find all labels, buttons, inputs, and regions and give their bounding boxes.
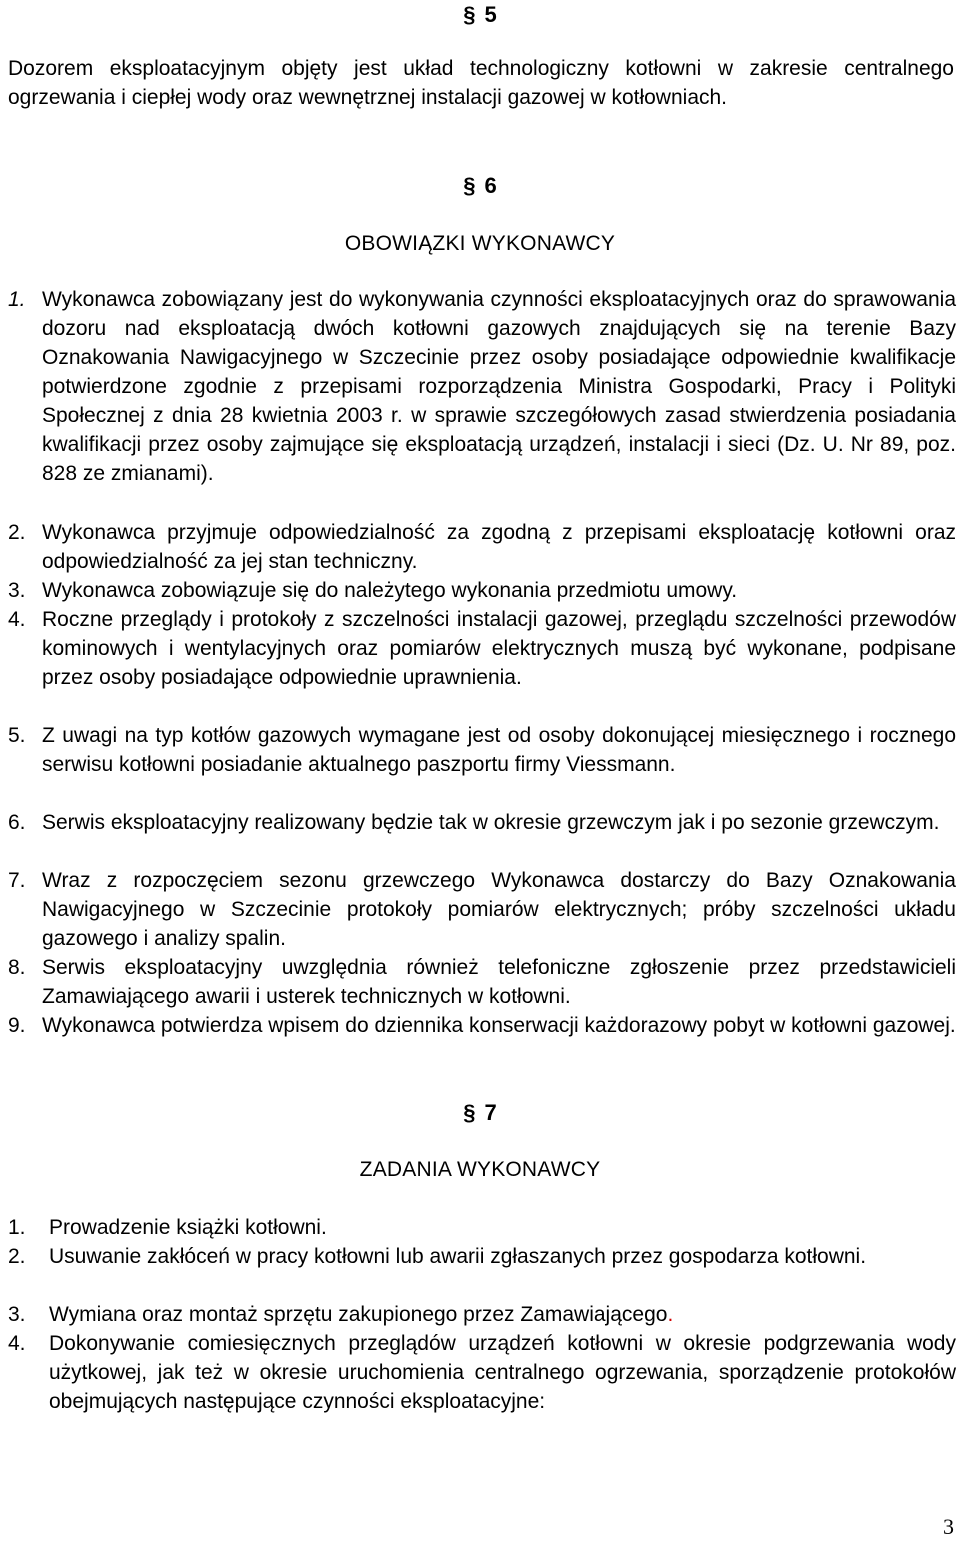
list-item-number: 3. — [8, 1303, 26, 1326]
list-item-text: Serwis eksploatacyjny realizowany będzie tak w okresie grzewczym jak i po sezonie grzewczym. — [42, 811, 940, 834]
page-number: 3 — [943, 1514, 954, 1539]
list-item-number: 4. — [8, 1332, 26, 1355]
list-item-text: Serwis eksploatacyjny uwzględnia również telefoniczne zgłoszenie przez przedstawicieli Zamawiającego awarii i usterek technicznych w kotłowni. — [42, 956, 956, 1008]
section-5-heading — [0, 0, 960, 29]
list-item-number: 1. — [8, 288, 26, 311]
list-item-text: Wykonawca potwierdza wpisem do dziennika konserwacji każdorazowy pobyt w kotłowni gazowej. — [42, 1014, 956, 1037]
list-item — [8, 1213, 956, 1242]
list-item-number: 7. — [8, 869, 26, 892]
list-item — [8, 721, 956, 779]
list-item-text: Wraz z rozpoczęciem sezonu grzewczego Wykonawca dostarczy do Bazy Oznakowania Nawigacyjnego w Szczecinie protokoły pomiarów elektrycznych; próby szczelności układu gazowego i analizy spalin. — [42, 869, 956, 950]
list-item — [8, 808, 956, 837]
list-item — [8, 866, 956, 953]
section-5-paragraph: Dozorem eksploatacyjnym objęty jest układ technologiczny kotłowni w zakresie centralnego ogrzewania i ciepłej wody oraz wewnętrznej instalacji gazowej w kotłowniach. — [8, 57, 954, 109]
section-symbol: § — [463, 173, 476, 198]
section-7-heading — [0, 1098, 960, 1127]
list-item-text: Wykonawca zobowiązany jest do wykonywania czynności eksploatacyjnych oraz do sprawowania dozoru nad eksploatacją dwóch kotłowni gazowych znajdujących się na terenie Bazy Oznakowania Nawigacyjnego w Szczecinie przez osoby posiadające odpowiednie kwalifikacje potwierdzone zgodnie z przepisami rozporządzenia Ministra Gospodarki, Pracy i Polityki Społecznej z dnia 28 kwietnia 2003 r. w sprawie szczegółowych zasad stwierdzenia posiadania kwalifikacji przez osoby zajmujące się eksploatacją urządzeń, instalacji i sieci (Dz. U. Nr 89, poz. 828 ze zmianami). — [42, 288, 956, 485]
list-item — [8, 1300, 956, 1329]
list-item-text: Prowadzenie książki kotłowni. — [49, 1216, 327, 1239]
list-item — [8, 285, 956, 488]
list-item-text: Roczne przeglądy i protokoły z szczelności instalacji gazowej, przeglądu szczelności przewodów kominowych i wentylacyjnych oraz pomiarów elektrycznych muszą być wykonane, podpisane przez osoby posiadające odpowiednie uprawnienia. — [42, 608, 956, 689]
list-item-text-main: Wymiana oraz montaż sprzętu zakupionego przez Zamawiającego — [49, 1303, 668, 1326]
list-item-number: 6. — [8, 811, 26, 834]
section-number: 7 — [484, 1100, 497, 1125]
list-item-text: Wykonawca zobowiązuje się do należytego wykonania przedmiotu umowy. — [42, 579, 738, 602]
list-item — [8, 605, 956, 692]
list-item-number: 2. — [8, 521, 26, 544]
list-item-text: Dokonywanie comiesięcznych przeglądów urządzeń kotłowni w okresie podgrzewania wody użytkowej, jak też w okresie uruchomienia centralnego ogrzewania, sporządzenie protokołów obejmujących następujące czynności eksploatacyjne: — [49, 1332, 956, 1413]
section-symbol: § — [463, 1100, 476, 1125]
list-item-number: 5. — [8, 724, 26, 747]
section-6-title: OBOWIĄZKI WYKONAWCY — [344, 232, 616, 255]
list-item — [8, 1242, 956, 1271]
list-item-text: Usuwanie zakłóceń w pracy kotłowni lub awarii zgłaszanych przez gospodarza kotłowni. — [49, 1245, 867, 1268]
list-item-number: 3. — [8, 579, 26, 602]
list-item — [8, 576, 956, 605]
section-6-heading — [0, 171, 960, 200]
list-item-text — [49, 1300, 956, 1329]
list-item-number: 9. — [8, 1014, 26, 1037]
list-item-number: 4. — [8, 608, 26, 631]
red-period: . — [667, 1303, 674, 1326]
section-number: 6 — [484, 173, 497, 198]
section-number: 5 — [484, 2, 497, 27]
section-symbol: § — [463, 2, 476, 27]
list-item-number: 1. — [8, 1216, 26, 1239]
list-item-text: Z uwagi na typ kotłów gazowych wymagane jest od osoby dokonującej miesięcznego i rocznego serwisu kotłowni posiadanie aktualnego paszportu firmy Viessmann. — [42, 724, 956, 776]
list-item — [8, 518, 956, 576]
list-item-number: 2. — [8, 1245, 26, 1268]
list-item — [8, 1329, 956, 1416]
list-item-number: 8. — [8, 956, 26, 979]
list-item-text: Wykonawca przyjmuje odpowiedzialność za zgodną z przepisami eksploatację kotłowni oraz odpowiedzialność za jej stan techniczny. — [42, 521, 956, 573]
list-item — [8, 953, 956, 1011]
list-item — [8, 1011, 956, 1040]
section-7-title: ZADANIA WYKONAWCY — [359, 1158, 601, 1181]
